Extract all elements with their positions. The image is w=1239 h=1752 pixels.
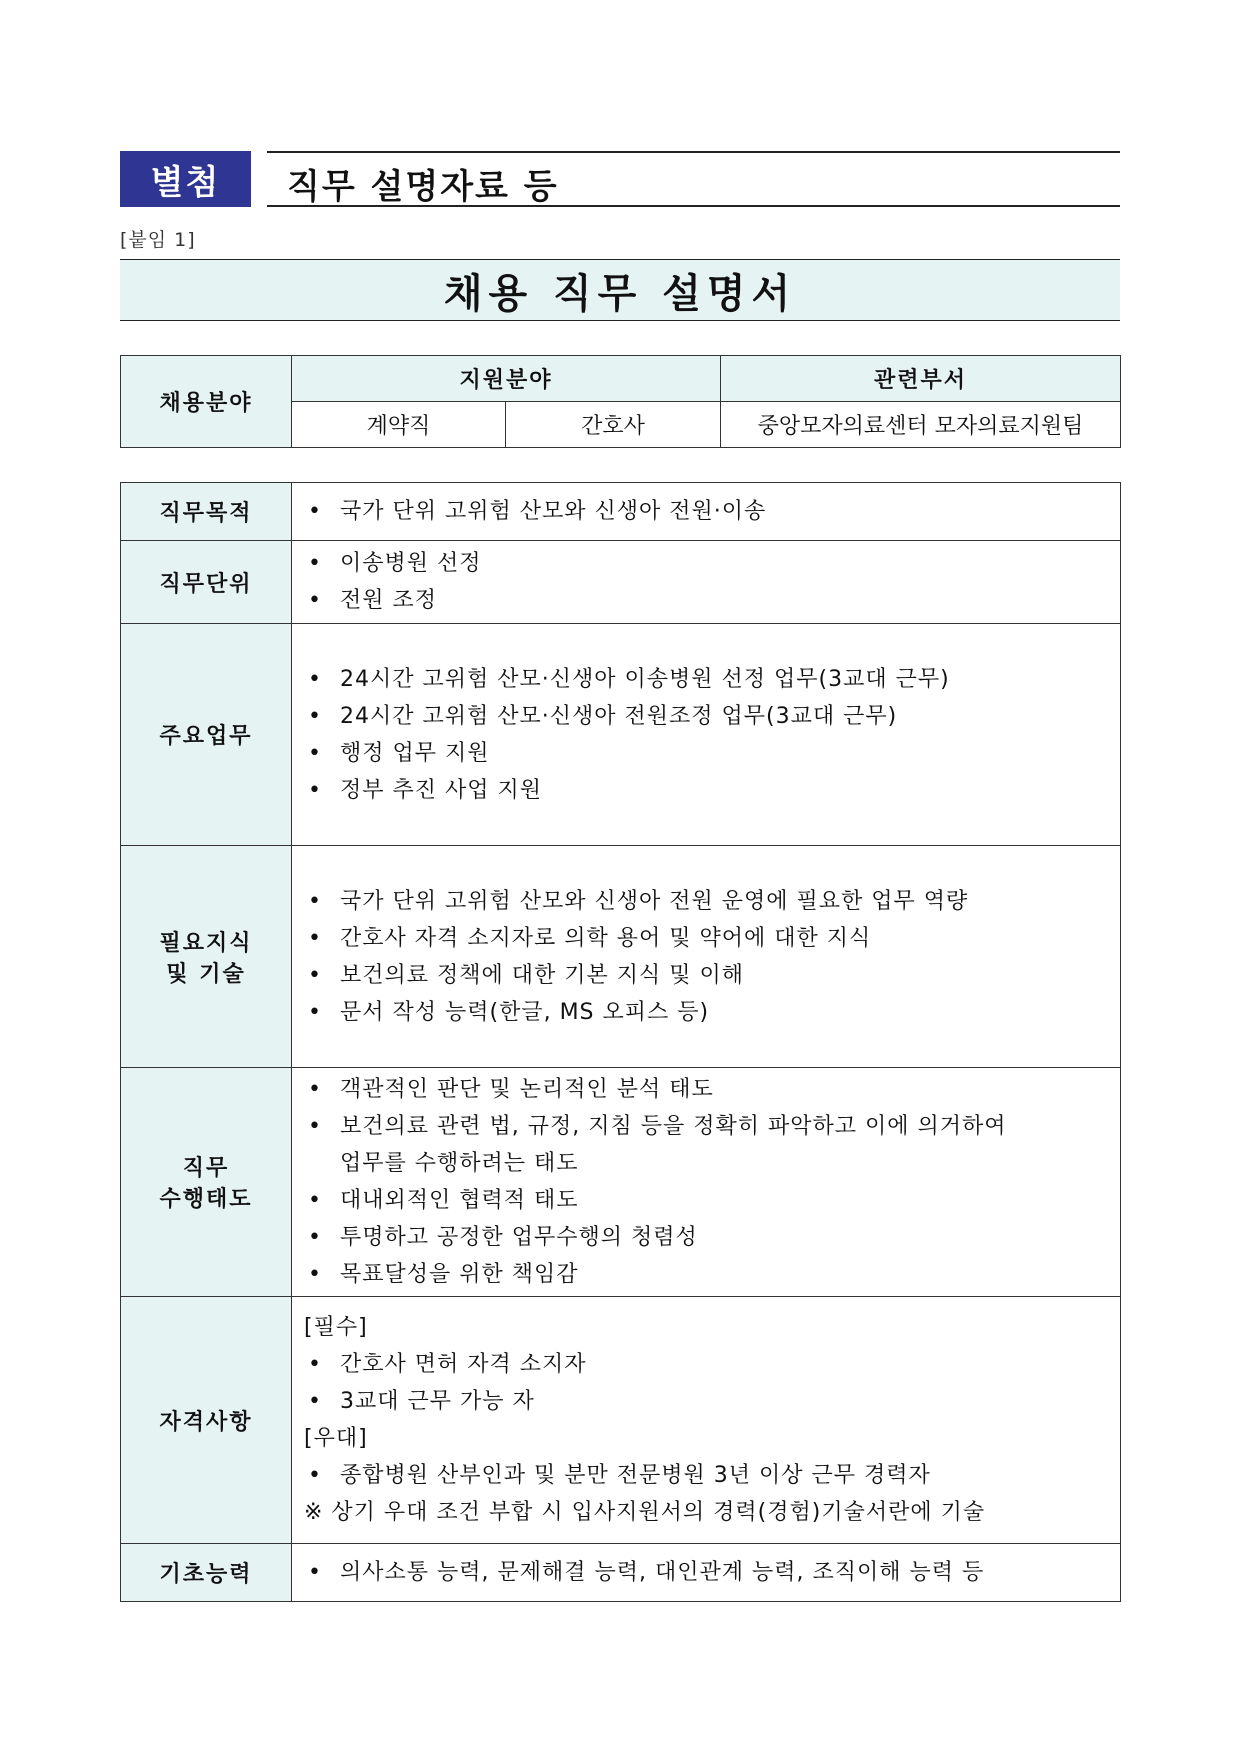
purpose-label: 직무목적 [121,483,292,541]
list-item: • 정부 추진 사업 지원 [304,772,1108,809]
department-cell: 중앙모자의료센터 모자의료지원팀 [721,402,1121,448]
basic-ability-content [292,1544,1121,1602]
knowledge-label-line2: 및 기술 [166,961,246,987]
position-cell: 간호사 [506,402,721,448]
list-item: • 문서 작성 능력(한글, MS 오피스 등) [304,994,1108,1031]
contract-type-cell: 계약직 [292,402,506,448]
job-description-table [120,482,1121,1602]
knowledge-content [292,846,1121,1068]
attachment-label: [붙임 1] [120,229,196,251]
recruitment-field-header: 채용분야 [121,356,292,448]
list-item: • 이송병원 선정 [304,545,1108,582]
knowledge-label-line1: 필요지식 [159,930,253,956]
list-item: • 행정 업무 지원 [304,735,1108,772]
list-item: • 24시간 고위험 산모·신생아 이송병원 선정 업무(3교대 근무) [304,661,1108,698]
attitude-label-line2: 수행태도 [159,1187,253,1212]
qualification-note: ※ 상기 우대 조건 부합 시 입사지원서의 경력(경험)기술서란에 기술 [304,1500,986,1525]
appendix-title: 직무 설명자료 등 [287,167,559,207]
table-row [121,1297,1121,1544]
appendix-badge: 별첨 [120,151,251,207]
list-item: • 국가 단위 고위험 산모와 신생아 전원·이송 [304,493,1108,530]
list-item: • 24시간 고위험 산모·신생아 전원조정 업무(3교대 근무) [304,698,1108,735]
recruitment-info-table [120,355,1121,448]
list-item: • 의사소통 능력, 문제해결 능력, 대인관계 능력, 조직이해 능력 등 [304,1554,1108,1591]
required-heading: [필수] [304,1315,368,1340]
table-row [121,1068,1121,1297]
list-item: • 객관적인 판단 및 논리적인 분석 태도 [304,1071,1024,1108]
table-row [121,541,1121,624]
list-item: • 대내외적인 협력적 태도 [304,1182,1024,1219]
main-tasks-label: 주요업무 [121,624,292,846]
appendix-header [120,151,1120,207]
basic-ability-label: 기초능력 [121,1544,292,1602]
main-tasks-content [292,624,1121,846]
list-item: • 보건의료 정책에 대한 기본 지식 및 이해 [304,957,1108,994]
knowledge-label [121,846,292,1068]
table-row [121,1544,1121,1602]
main-title: 채용 직무 설명서 [443,270,797,317]
list-item: • 투명하고 공정한 업무수행의 청렴성 [304,1219,1024,1256]
qualification-label: 자격사항 [121,1297,292,1544]
list-item: • 보건의료 관련 법, 규정, 지침 등을 정확히 파악하고 이에 의거하여 업무를 수행하려는 태도 [304,1108,1024,1182]
unit-label: 직무단위 [121,541,292,624]
attitude-content [292,1068,1121,1297]
attitude-label-line1: 직무 [182,1156,230,1181]
support-field-header: 지원분야 [292,356,721,402]
list-item: • 국가 단위 고위험 산모와 신생아 전원 운영에 필요한 업무 역량 [304,883,1108,920]
appendix-title-box [267,151,1120,207]
list-item: • 간호사 면허 자격 소지자 [304,1346,1108,1383]
table-row [121,624,1121,846]
table-row [121,483,1121,541]
unit-content [292,541,1121,624]
attitude-label [121,1068,292,1297]
list-item: • 전원 조정 [304,582,1108,619]
preferred-heading: [우대] [304,1426,368,1451]
list-item: • 종합병원 산부인과 및 분만 전문병원 3년 이상 근무 경력자 [304,1457,1108,1494]
purpose-content [292,483,1121,541]
main-title-box [120,259,1120,321]
qualification-content [292,1297,1121,1544]
list-item: • 3교대 근무 가능 자 [304,1383,1108,1420]
list-item: • 목표달성을 위한 책임감 [304,1256,1024,1293]
table-row [121,846,1121,1068]
list-item: • 간호사 자격 소지자로 의학 용어 및 약어에 대한 지식 [304,920,1108,957]
department-header: 관련부서 [721,356,1121,402]
